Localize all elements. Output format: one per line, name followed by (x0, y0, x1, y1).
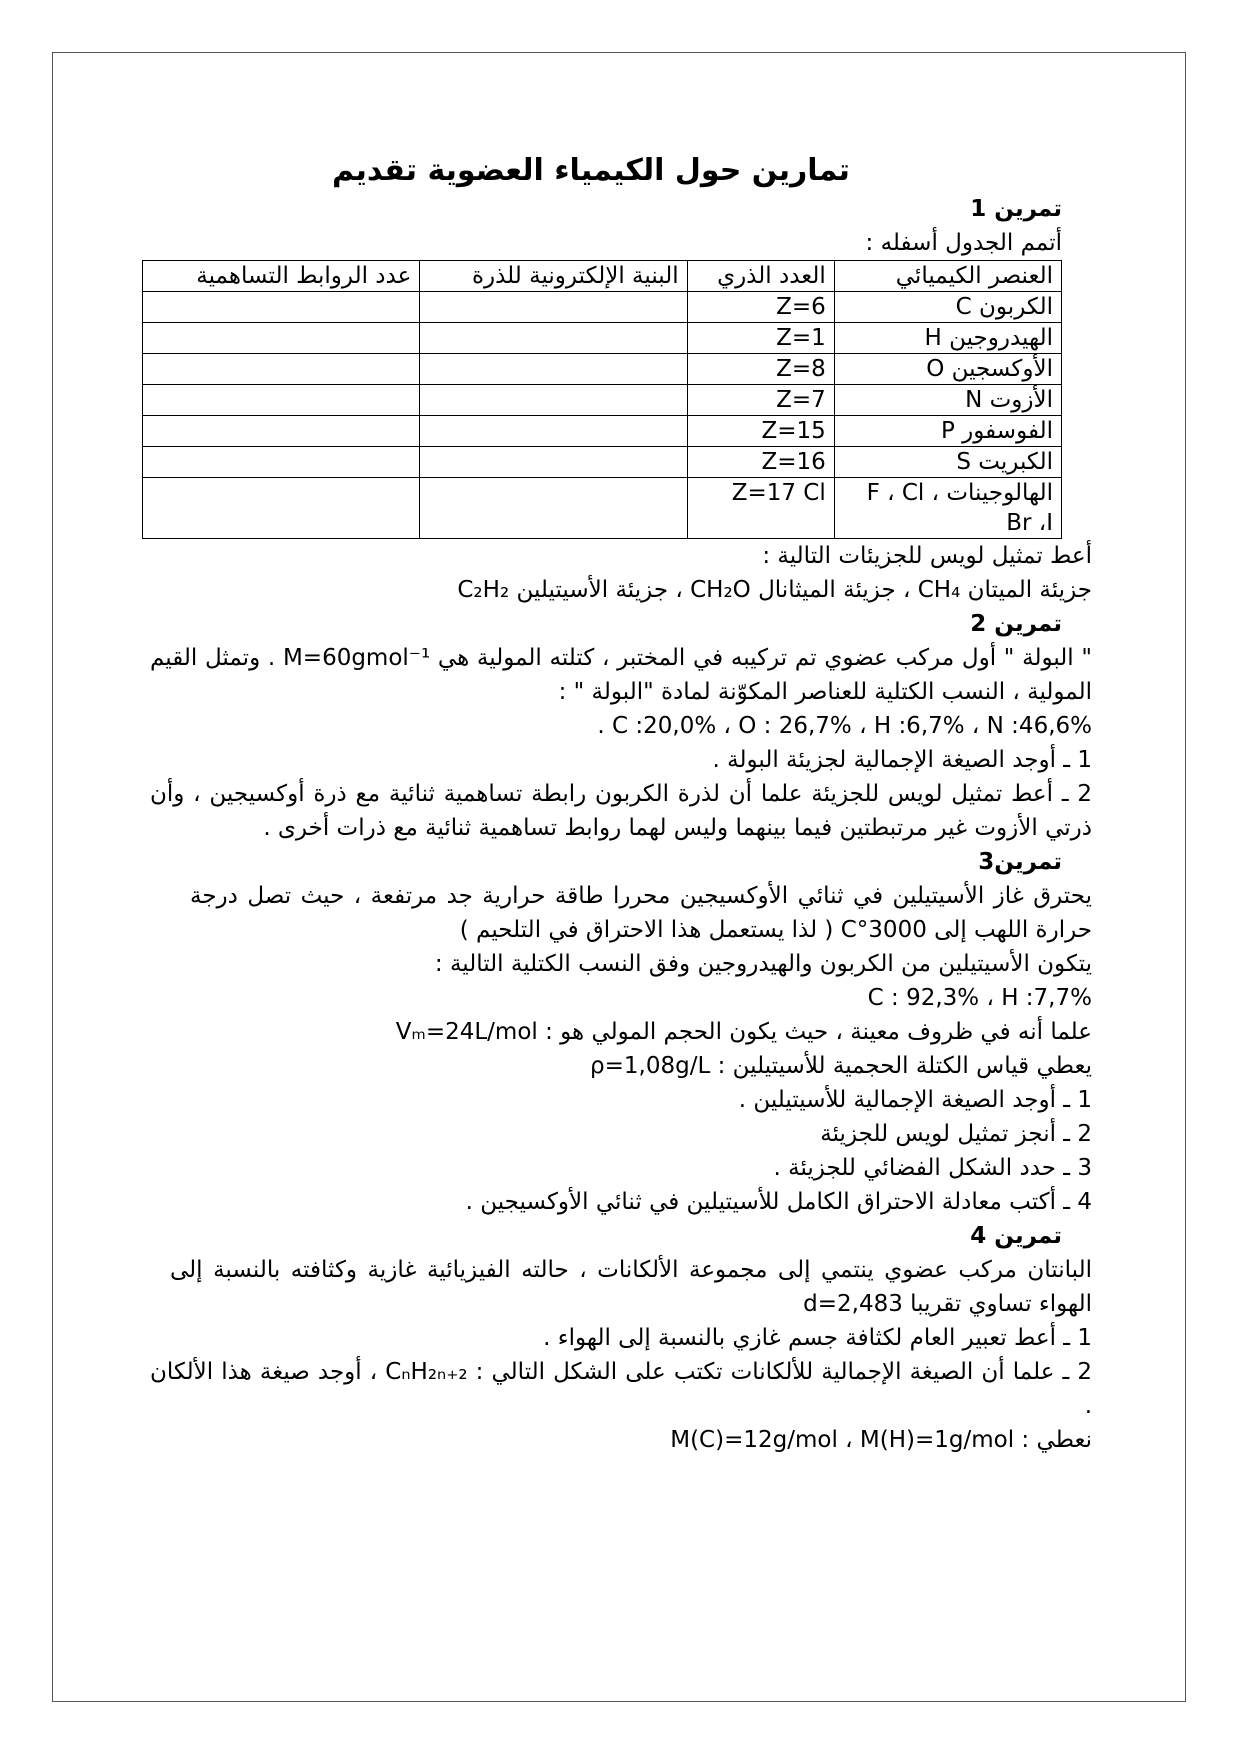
table-row (143, 416, 1062, 447)
table-row (143, 385, 1062, 416)
cell-z: Z=1 (687, 323, 834, 354)
exercise-3-statement: يحترق غاز الأسيتيلين في ثنائي الأوكسيجين محررا طاقة حرارية جد مرتفعة ، حيث تصل درجة حرارة اللهب إلى 3000°C ( لذا يستعمل هذا الاحتراق في التلحيم ) (190, 883, 1092, 943)
cell-z: Z=17 Cl (687, 478, 834, 539)
table-row (143, 354, 1062, 385)
exercise-3-percentages: C : 92,3% ، H :7,7% (867, 985, 1092, 1011)
molecules-list: جزيئة الميتان CH₄ ، جزيئة الميثانال CH₂O ، جزيئة الأسيتيلين C₂H₂ (457, 577, 1092, 603)
cell-structure[interactable] (420, 385, 687, 416)
exercise-2-question-2: 2 ـ أعط تمثيل لويس للجزيئة علما أن لذرة الكربون رابطة تساهمية ثنائية مع ذرة أوكسيجين ، وأن ذرتي الأزوت غير مرتبطتين فيما بينهما وليس لهما روابط تساهمية ثنائية مع ذرات أخرى . (150, 781, 1092, 841)
table-row (143, 323, 1062, 354)
cell-bonds[interactable] (143, 354, 420, 385)
cell-element: الأوكسجين O (834, 354, 1061, 385)
exercise-3-question-4: 4 ـ أكتب معادلة الاحتراق الكامل للأسيتيلين في ثنائي الأوكسيجين . (465, 1189, 1092, 1215)
elements-table (142, 260, 1062, 539)
cell-z: Z=7 (687, 385, 834, 416)
header-covalent-bonds: عدد الروابط التساهمية (143, 261, 420, 292)
cell-element: الكربون C (834, 292, 1061, 323)
header-element: العنصر الكيميائي (834, 261, 1061, 292)
exercise-3-question-2: 2 ـ أنجز تمثيل لويس للجزيئة (820, 1121, 1092, 1147)
exercise-3-density: يعطي قياس الكتلة الحجمية للأسيتيلين : ρ=1,08g/L (590, 1053, 1092, 1079)
table-row (143, 447, 1062, 478)
cell-bonds[interactable] (143, 478, 420, 539)
exercise-4-question-2: 2 ـ علما أن الصيغة الإجمالية للألكانات تكتب على الشكل التالي : CₙH₂ₙ₊₂ ، أوجد صيغة هذا الألكان . (150, 1359, 1092, 1419)
header-atomic-number: العدد الذري (687, 261, 834, 292)
exercise-2-question-1: 1 ـ أوجد الصيغة الإجمالية لجزيئة البولة . (712, 747, 1092, 773)
exercise-2-heading: تمرين 2 (970, 611, 1062, 637)
cell-element: الفوسفور P (834, 416, 1061, 447)
cell-z: Z=8 (687, 354, 834, 385)
page-title: تمارين حول الكيمياء العضوية تقديم (332, 153, 850, 188)
cell-structure[interactable] (420, 478, 687, 539)
cell-element: الهيدروجين H (834, 323, 1061, 354)
exercise-2-percentages: C :20,0% ، O : 26,7% ، H :6,7% ، N :46,6% . (597, 713, 1092, 739)
exercise-3-question-3: 3 ـ حدد الشكل الفضائي للجزيئة . (773, 1155, 1092, 1181)
exercise-3-question-1: 1 ـ أوجد الصيغة الإجمالية للأسيتيلين . (738, 1087, 1092, 1113)
exercise-2-statement: " البولة " أول مركب عضوي تم تركيبه في المختبر ، كتلته المولية هي M=60gmol⁻¹ . وتمثل القيم المولية ، النسب الكتلية للعناصر المكوّنة لمادة "البولة " : (150, 645, 1092, 705)
cell-structure[interactable] (420, 416, 687, 447)
exercise-3-composition: يتكون الأسيتيلين من الكربون والهيدروجين وفق النسب الكتلية التالية : (434, 951, 1092, 977)
exercise-4-statement: البانتان مركب عضوي ينتمي إلى مجموعة الألكانات ، حالته الفيزيائية غازية وكثافته بالنسبة إلى الهواء تساوي تقريبا d=2,483 (170, 1257, 1092, 1317)
cell-structure[interactable] (420, 323, 687, 354)
cell-bonds[interactable] (143, 323, 420, 354)
cell-element: الأزوت N (834, 385, 1061, 416)
cell-bonds[interactable] (143, 385, 420, 416)
cell-bonds[interactable] (143, 447, 420, 478)
lewis-instruction: أعط تمثيل لويس للجزيئات التالية : (762, 543, 1092, 569)
table-row (143, 478, 1062, 539)
exercise-4-question-1: 1 ـ أعط تعبير العام لكثافة جسم غازي بالنسبة إلى الهواء . (543, 1325, 1092, 1351)
cell-z: Z=6 (687, 292, 834, 323)
table-row (143, 292, 1062, 323)
exercise-1-heading: تمرين 1 (970, 196, 1062, 222)
table-header-row (143, 261, 1062, 292)
cell-element: الهالوجينات F ، Cl ، Br ،I (834, 478, 1061, 539)
exercise-4-given: نعطي : M(C)=12g/mol ، M(H)=1g/mol (670, 1427, 1092, 1453)
exercise-3-molar-volume: علما أنه في ظروف معينة ، حيث يكون الحجم المولي هو : Vₘ=24L/mol (395, 1019, 1092, 1045)
cell-structure[interactable] (420, 292, 687, 323)
header-electron-structure: البنية الإلكترونية للذرة (420, 261, 687, 292)
cell-z: Z=16 (687, 447, 834, 478)
cell-z: Z=15 (687, 416, 834, 447)
exercise-4-heading: تمرين 4 (970, 1223, 1062, 1249)
exercise-1 (150, 192, 1092, 539)
document-body (150, 150, 1092, 1457)
exercise-3-heading: تمرين3 (978, 849, 1062, 875)
cell-structure[interactable] (420, 447, 687, 478)
cell-bonds[interactable] (143, 416, 420, 447)
exercise-1-instruction: أتمم الجدول أسفله : (865, 230, 1062, 256)
cell-element: الكبريت S (834, 447, 1061, 478)
cell-bonds[interactable] (143, 292, 420, 323)
cell-structure[interactable] (420, 354, 687, 385)
